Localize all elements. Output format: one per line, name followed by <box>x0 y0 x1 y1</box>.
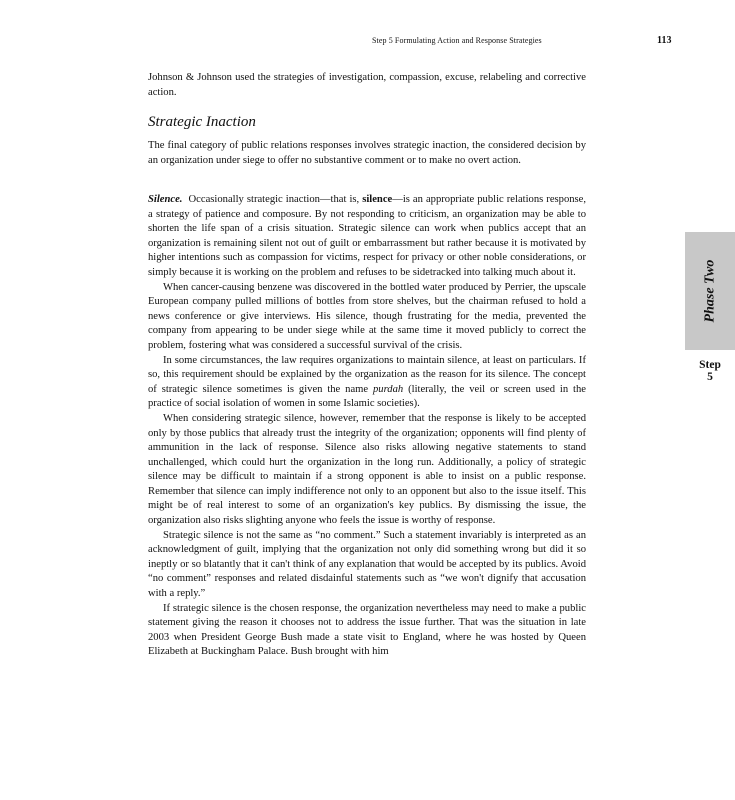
intro-text: Johnson & Johnson used the strategies of investigation, compassion, excuse, relabeling and corrective action. <box>148 72 586 98</box>
silence-paragraph-2: When cancer-causing benzene was discovered in the bottled water produced by Perrier, the upscale European company pulled millions of bottles from store shelves, but the chairman refused to hold a news conference or give interviews. His silence, though frustrating for the media, prevented the company from appearing to be under siege while at the same time it moved publicly to correct the problem, fostering what was considered a successful survival of the crisis. <box>148 281 586 351</box>
phase-tab-text: Phase Two <box>702 259 717 323</box>
silence-paragraph-3 <box>148 354 586 412</box>
section-heading: Strategic Inaction <box>148 114 256 130</box>
section-intro <box>148 139 586 168</box>
purdah-term: purdah <box>372 383 404 395</box>
silence-runin-heading: Silence. <box>148 194 183 205</box>
running-head: Step 5 Formulating Action and Response Strategies <box>372 36 542 45</box>
silence-p3-b: (literally, the veil or screen used in the practice of social isolation of women in some Islamic societies). <box>148 383 586 410</box>
silence-paragraph-6: If strategic silence is the chosen response, the organization nevertheless may need to make a public statement giving the reason it chooses not to address the issue further. That was the situation in late 2003 when President George Bush made a state visit to England, where he was hosted by Queen Elizabeth at Buckingham Palace. Bush brought with him <box>148 602 586 658</box>
intro-paragraph <box>148 71 586 100</box>
section-paragraph: The final category of public relations responses involves strategic inaction, the considered decision by an organization under siege to offer no substantive comment or to make no overt action. <box>148 140 586 166</box>
silence-p1-b: —is an appropriate public relations response, a strategy of patience and composure. By not responding to criticism, an organization may be able to shorten the life span of a crisis situation. Strategic silence can work when publics accept that an organization is remaining silent not out of guilt or embarrassment but rather because it is motivated by higher intentions such as compassion for victims, respect for privacy or other noble considerations, or simply because it is working on the problem and refuses to be sidetracked into talking much about it. <box>148 194 587 278</box>
silence-paragraph-4: When considering strategic silence, however, remember that the response is likely to be accepted only by those publics that already trust the integrity of the organization; opponents will find plenty of ammunition in the lack of response. Silence also risks allowing negative statements to stand unchallenged, which could hurt the organization in the long run. Additionally, a policy of strategic silence may be difficult to maintain if a strong opponent is able to insist on a public response. Remember that silence can imply indifference not only to an opponent but also to the issue itself. This might be of real interest to some of an organization's key publics. By dismissing the issue, the organization also risks slighting anyone who feels the issue is worthy of response. <box>148 412 586 527</box>
silence-term: silence <box>362 194 393 205</box>
silence-p3-a: In some circumstances, the law requires organizations to maintain silence, at least on particulars. If so, this requirement should be explained by the organization as the reason for its silence. The concept of strategic silence sometimes is given the name <box>148 354 586 395</box>
page-number: 113 <box>657 35 672 46</box>
silence-paragraph-1 <box>148 193 586 281</box>
silence-section <box>148 193 586 660</box>
step-number: 5 <box>707 371 713 383</box>
step-marker <box>690 359 730 383</box>
silence-p1-a: Occasionally strategic inaction—that is, <box>188 194 360 205</box>
silence-paragraph-5: Strategic silence is not the same as “no comment.” Such a statement invariably is interpreted as an acknowledgment of guilt, implying that the organization not only did something wrong but did it so ineptly or so blatantly that it can't think of any explanation that would be accepted by its publics. Avoid “no comment” responses and related disdainful statements such as “we won't dignify that accusation with a reply.” <box>148 529 586 600</box>
phase-tab-label <box>685 232 735 350</box>
step-label: Step <box>699 359 721 371</box>
phase-tab <box>685 232 735 350</box>
